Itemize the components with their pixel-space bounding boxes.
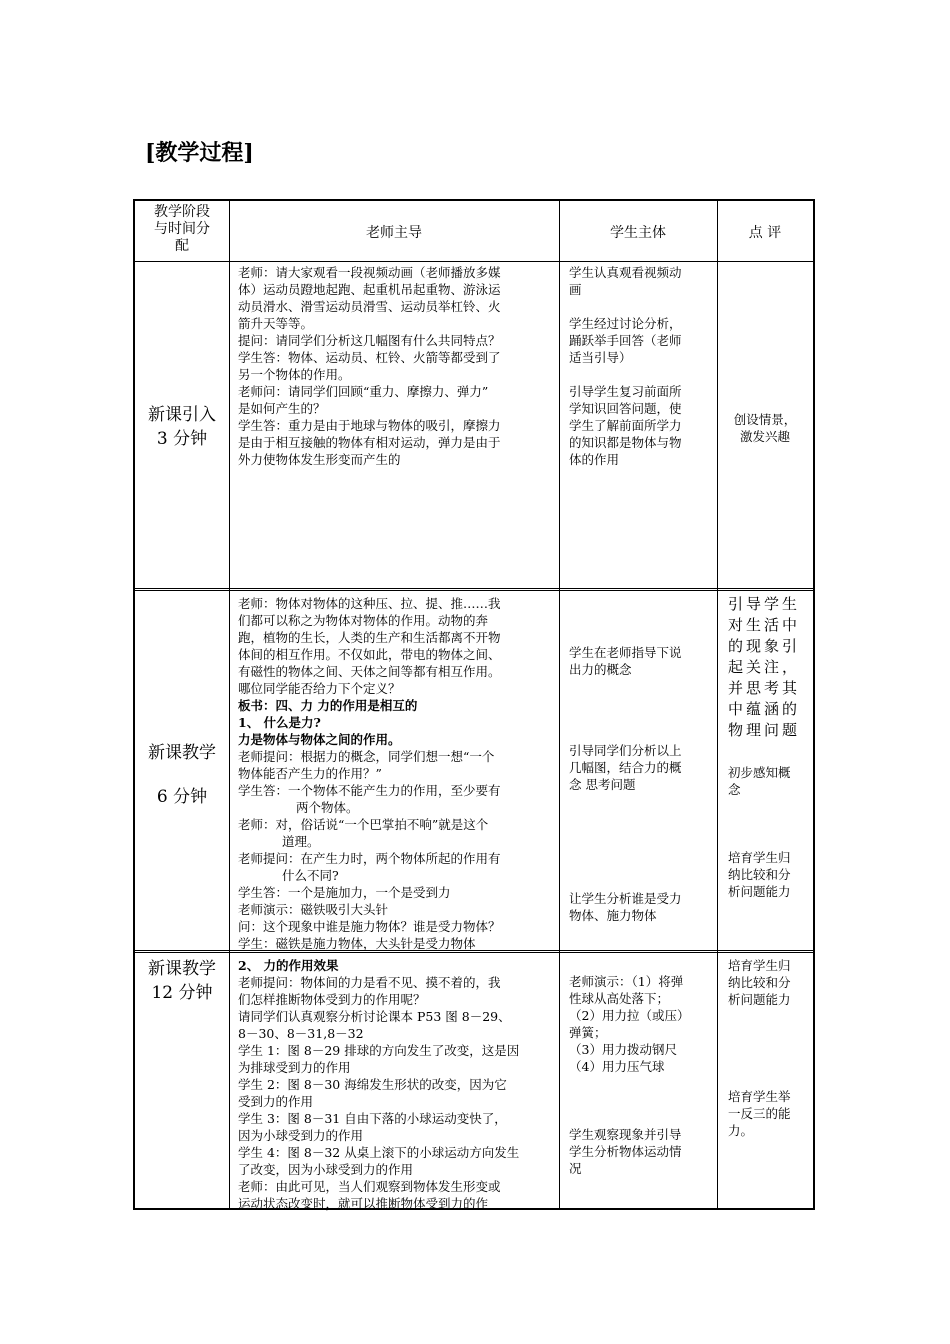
text-line: 培育学生归 (728, 958, 791, 973)
text-line: 让学生分析谁是受力 (569, 891, 682, 906)
text-line: 学生经过讨论分析， (569, 316, 682, 331)
stage-line: 新课教学 (148, 743, 216, 763)
text-line: 激发兴趣 (739, 429, 790, 444)
header-stage-line: 与时间分 (154, 221, 210, 237)
header-student: 学生主体 (610, 225, 666, 241)
text-line: 是如何产生的？ (238, 401, 326, 416)
text-line: 物体能否产生力的作用？” (238, 766, 382, 781)
text-line: 哪位同学能否给力下个定义？ (238, 681, 401, 696)
text-line: 8－30、8－31,8－32 (238, 1026, 364, 1041)
column-divider (717, 201, 718, 1208)
text-line: 提问：请同学们分析这几幅图有什么共同特点？ (238, 333, 501, 348)
comment-cell (728, 594, 800, 741)
text-line: 并思考其 (728, 679, 801, 697)
text-line: 力。 (728, 1123, 754, 1138)
blank-line (569, 298, 682, 315)
text-line: 请同学们认真观察分析讨论课本 P53 图 8－29、 (238, 1009, 511, 1024)
student-cell (569, 1126, 682, 1177)
header-stage-line: 教学阶段 (154, 204, 210, 220)
text-line: 引导学生 (728, 595, 801, 613)
student-cell (569, 973, 689, 1075)
stage-line: 新课教学 (148, 959, 216, 979)
text-line: 学生 4：图 8－32 从桌上滚下的小球运动方向发生 (238, 1145, 520, 1160)
text-line: 出力的概念 (569, 662, 632, 677)
text-line: 学生：磁铁是施力物体，大头针是受力物体 (238, 936, 476, 951)
text-line: （2）用力拉（或压） (569, 1008, 690, 1023)
text-line: 学生 1：图 8－29 排球的方向发生了改变，这是因 (238, 1043, 520, 1058)
text-line: 适当引导） (569, 350, 632, 365)
stage-line: 新课引入 (148, 405, 216, 425)
text-line: 板书：四、力 力的作用是相互的 (238, 698, 418, 713)
text-line: 体间的相互作用。不仅如此，带电的物体之间、 (238, 647, 501, 662)
text-line: 的知识都是物体与物 (569, 435, 682, 450)
student-cell (569, 742, 682, 793)
page-title: [教学过程] (145, 140, 254, 166)
text-line: 运动状态改变时，就可以推断物体受到力的作 (238, 1196, 489, 1211)
text-line: 创设情景， (733, 412, 797, 427)
text-line: 培育学生举 (728, 1089, 791, 1104)
text-line: 学生答：重力是由于地球与物体的吸引，摩擦力 (238, 418, 501, 433)
stage-cell (135, 741, 229, 809)
text-line: 老师问：请同学们回顾“重力、摩擦力、弹力” (238, 384, 489, 399)
header-teacher: 老师主导 (366, 225, 422, 241)
text-line: 们都可以称之为物体对物体的作用。动物的奔 (238, 613, 489, 628)
text-line: 踊跃举手回答（老师 (569, 333, 682, 348)
blank-line (135, 765, 229, 785)
text-line: 学生答：物体、运动员、杠铃、火箭等都受到了 (238, 350, 501, 365)
text-line: 初步感知概 (728, 765, 791, 780)
text-line: 们怎样推断物体受到力的作用呢？ (238, 992, 426, 1007)
text-line: 培育学生归 (728, 850, 791, 865)
text-line: 两个物体。 (296, 800, 359, 815)
text-line: 中蕴涵的 (728, 700, 801, 718)
text-line: 引导同学们分析以上 (569, 743, 682, 758)
text-line: 动员滑水、滑雪运动员滑雪、运动员举杠铃、火 (238, 299, 501, 314)
text-line: 学生观察现象并引导 (569, 1127, 682, 1142)
text-line: 学生 2：图 8－30 海绵发生形状的改变，因为它 (238, 1077, 507, 1092)
text-line: 老师演示：（1）将弹 (569, 974, 684, 989)
text-line: 纳比较和分 (728, 867, 791, 882)
text-line: 老师提问：物体间的力是看不见、摸不着的，我 (238, 975, 501, 990)
teaching-process-table (133, 199, 815, 1210)
text-line: （3）用力拨动钢尺 (569, 1042, 677, 1057)
text-line: 什么不同? (282, 868, 339, 883)
text-line: 老师提问：根据力的概念，同学们想一想“一个 (238, 749, 495, 764)
text-line: 学生认真观看视频动 (569, 265, 682, 280)
text-line: 箭升天等等。 (238, 316, 314, 331)
text-line: 受到力的作用 (238, 1094, 314, 1109)
text-line: 物理问题 (728, 721, 801, 739)
teacher-cell (238, 264, 501, 468)
blank-line (569, 366, 682, 383)
text-line: 学生答：一个是施加力，一个是受到力 (238, 885, 451, 900)
text-line: 学生 3：图 8－31 自由下落的小球运动变快了， (238, 1111, 507, 1126)
text-line: 起关注， (728, 658, 801, 676)
text-line: 老师：物体对物体的这种压、拉、提、推……我 (238, 596, 501, 611)
text-line: 学知识回答问题，使 (569, 401, 682, 416)
student-cell (569, 644, 682, 678)
text-line: 析问题能力 (728, 884, 791, 899)
text-line: 因为小球受到力的作用 (238, 1128, 364, 1143)
stage-cell (135, 957, 229, 1005)
text-line: 力是物体与物体之间的作用。 (238, 732, 401, 747)
text-line: 几幅图，结合力的概 (569, 760, 682, 775)
text-line: 老师：由此可见，当人们观察到物体发生形变或 (238, 1179, 501, 1194)
header-stage-line: 配 (175, 238, 189, 254)
text-line: 引导学生复习前面所 (569, 384, 682, 399)
header-comment: 点 评 (748, 225, 782, 241)
text-line: 是由于相互接触的物体有相对运动，弹力是由于 (238, 435, 501, 450)
text-line: 的现象引 (728, 637, 801, 655)
comment-cell (728, 1088, 791, 1139)
text-line: 老师：请大家观看一段视频动画（老师播放多媒 (238, 265, 501, 280)
text-line: 画 (569, 282, 582, 297)
text-line: 念 (728, 782, 741, 797)
text-line: （4）用力压气球 (569, 1059, 665, 1074)
stage-line: 12 分钟 (151, 983, 213, 1003)
text-line: 一反三的能 (728, 1106, 791, 1121)
text-line: 老师提问：在产生力时，两个物体所起的作用有 (238, 851, 501, 866)
text-line: 析问题能力 (728, 992, 791, 1007)
column-divider (559, 201, 560, 1208)
text-line: 为排球受到力的作用 (238, 1060, 351, 1075)
text-line: 了改变，因为小球受到力的作用 (238, 1162, 414, 1177)
text-line: 况 (569, 1161, 582, 1176)
text-line: 学生分析物体运动情 (569, 1144, 682, 1159)
text-line: 物体、施力物体 (569, 908, 657, 923)
column-divider (229, 201, 230, 1208)
row-divider (135, 588, 813, 591)
text-line: 道理。 (282, 834, 320, 849)
text-line: 老师：对，俗话说“一个巴掌拍不响”就是这个 (238, 817, 489, 832)
text-line: 体）运动员蹬地起跑、起重机吊起重物、游泳运 (238, 282, 501, 297)
text-line: 老师演示：磁铁吸引大头针 (238, 902, 389, 917)
text-line: 1、 什么是力? (238, 715, 321, 730)
text-line: 2、 力的作用效果 (238, 958, 339, 973)
text-line: 外力使物体发生形变而产生的 (238, 452, 401, 467)
text-line: 问：这个现象中谁是施力物体？谁是受力物体？ (238, 919, 501, 934)
row-divider (135, 261, 813, 262)
text-line: 学生在老师指导下说 (569, 645, 682, 660)
student-cell (569, 890, 682, 924)
text-line: 有磁性的物体之间、天体之间等都有相互作用。 (238, 664, 501, 679)
stage-line: 6 分钟 (156, 787, 208, 807)
text-line: 性球从高处落下； (569, 991, 670, 1006)
comment-cell (728, 849, 791, 900)
text-line: 另一个物体的作用。 (238, 367, 351, 382)
stage-line: 3 分钟 (156, 429, 208, 449)
header-stage (135, 204, 229, 255)
text-line: 念 思考问题 (569, 777, 636, 792)
teacher-cell (238, 595, 501, 952)
text-line: 跑，植物的生长，人类的生产和生活都离不开物 (238, 630, 501, 645)
text-line: 学生答：一个物体不能产生力的作用，至少要有 (238, 783, 501, 798)
student-cell (569, 264, 682, 468)
comment-cell (728, 957, 791, 1008)
text-line: 学生了解前面所学力 (569, 418, 682, 433)
text-line: 对生活中 (728, 616, 801, 634)
comment-cell (728, 764, 791, 798)
text-line: 纳比较和分 (728, 975, 791, 990)
stage-cell (135, 403, 229, 451)
text-line: 体的作用 (569, 452, 620, 467)
comment-cell (717, 411, 813, 445)
teacher-cell (238, 957, 519, 1212)
text-line: 弹簧； (569, 1025, 607, 1040)
